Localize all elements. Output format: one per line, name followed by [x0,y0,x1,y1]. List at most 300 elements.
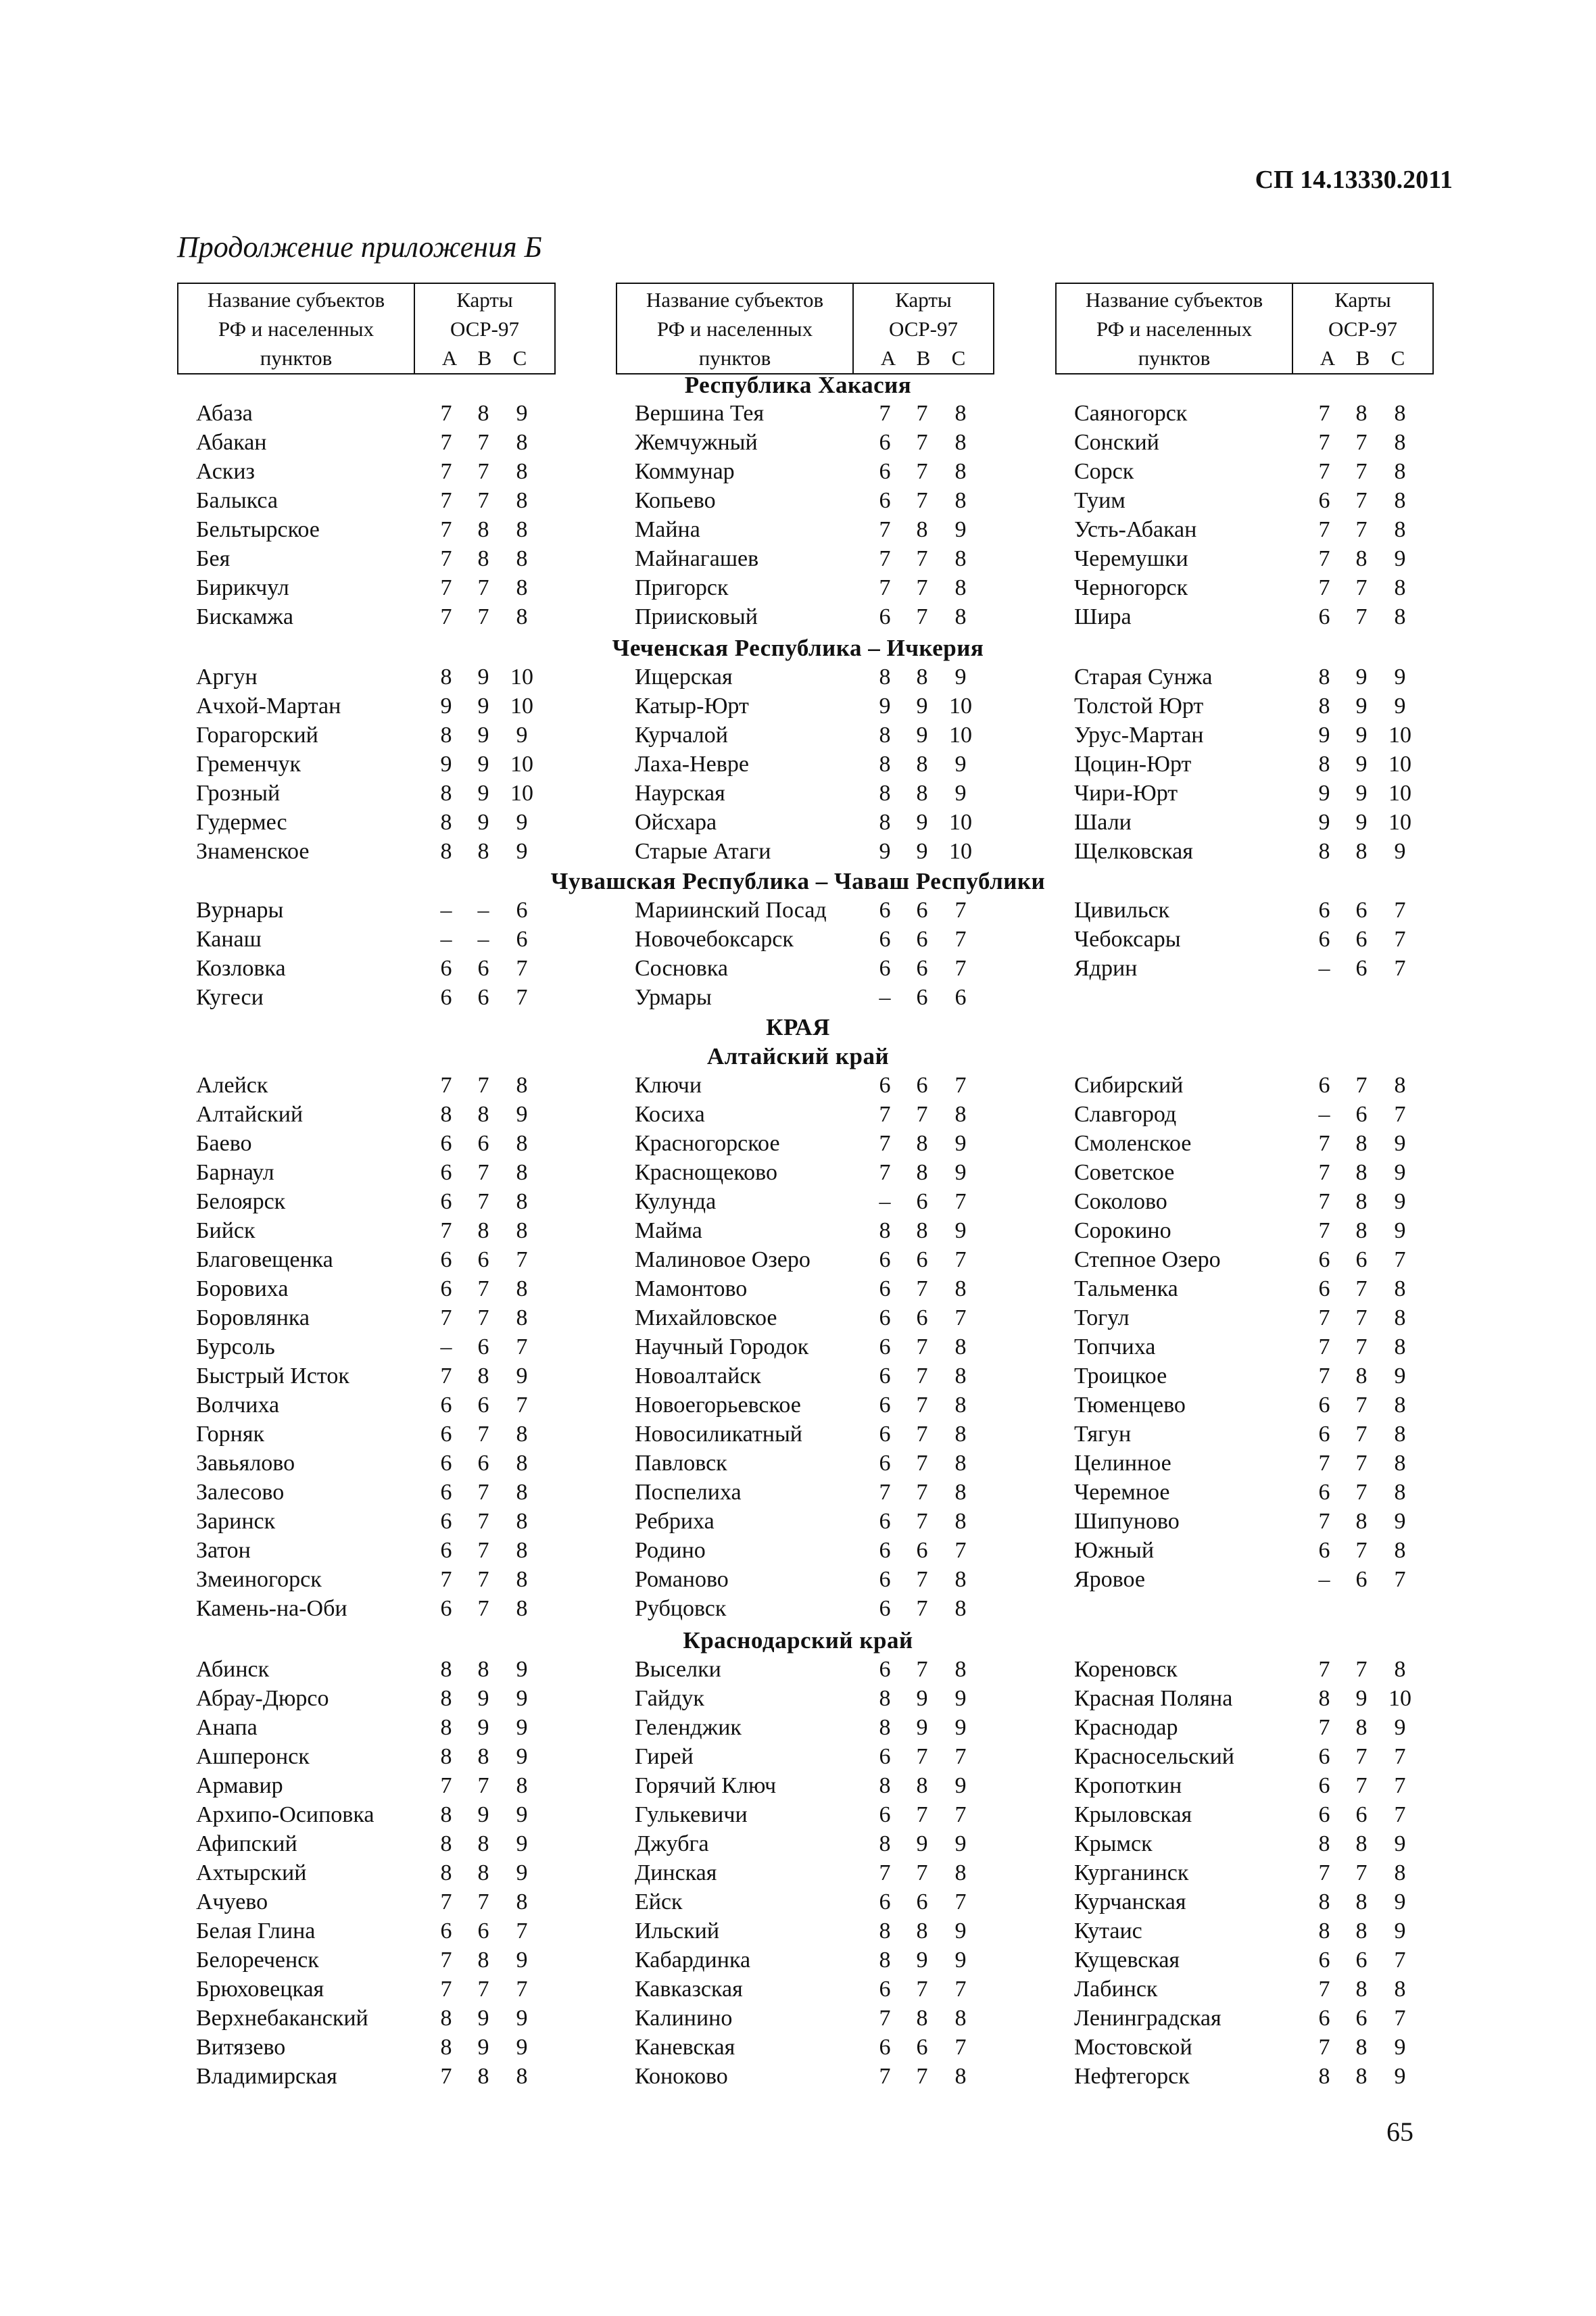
header-name-line: РФ и населенных [1096,317,1253,341]
table-row [1055,1245,1432,1274]
value-a: 7 [1318,2035,1330,2060]
value-c: 8 [516,488,528,513]
value-c: 8 [1394,401,1406,426]
settlement-name: Славгород [1074,1102,1177,1127]
value-b: 9 [916,810,928,835]
value-c: 7 [1394,1247,1406,1272]
appendix-continuation-title: Продолжение приложения Б [177,231,542,264]
value-a: 8 [879,781,891,806]
settlement-name: Урмары [635,985,712,1010]
settlement-name: Благовещенка [196,1247,333,1272]
table-row [177,1713,554,1742]
settlement-name: Старые Атаги [635,839,771,864]
table-header-col-2 [616,283,993,375]
value-c: 9 [516,1744,528,1769]
value-a: 7 [440,2064,452,2089]
table-row [1055,1975,1432,2004]
value-a: 7 [879,1160,891,1185]
settlement-name: Ребриха [635,1509,715,1534]
value-c: 9 [516,1948,528,1973]
settlement-name: Козловка [196,956,286,981]
settlement-name: Камень-на-Оби [196,1596,347,1621]
table-row [616,1858,993,1887]
value-a: 6 [879,1889,891,1914]
value-b: 7 [1355,1744,1368,1769]
value-b: 8 [1355,1160,1368,1185]
table-row [1055,1713,1432,1742]
table-row [177,808,554,837]
settlement-name: Сорск [1074,459,1134,484]
value-b: 8 [1355,401,1368,426]
value-b: 9 [1355,810,1368,835]
table-row [177,1565,554,1594]
value-b: 9 [477,2035,489,2060]
table-header [177,283,556,375]
value-a: 6 [440,1451,452,1476]
table-row [1055,1946,1432,1975]
settlement-name: Ашперонск [196,1744,310,1769]
settlement-name: Советское [1074,1160,1175,1185]
table-row [1055,1684,1432,1713]
value-a: 7 [1318,1509,1330,1534]
value-a: 6 [879,956,891,981]
table-row [177,1858,554,1887]
value-c: 8 [516,1889,528,1914]
value-a: 7 [879,575,891,600]
value-c: 7 [516,985,528,1010]
settlement-name: Витязево [196,2035,286,2060]
settlement-name: Пригорск [635,575,729,600]
value-a: 6 [879,1567,891,1592]
header-name-cell [1057,284,1293,373]
table-row [177,1100,554,1129]
value-a: 6 [440,1131,452,1156]
value-c: 8 [516,517,528,542]
settlement-name: Калинино [635,2006,733,2031]
value-c: 8 [954,1393,967,1418]
value-a: 8 [440,1102,452,1127]
table-row [616,1946,993,1975]
settlement-name: Курчалой [635,723,728,748]
value-a: 7 [1318,1334,1330,1359]
value-b: 8 [916,752,928,777]
header-name-line: пунктов [698,346,771,370]
value-c: 10 [1388,1686,1411,1711]
heading-chechnya: Чеченская Республика – Ичкерия [612,635,984,661]
header-maps-line: ОСР-97 [888,317,958,341]
value-a: – [879,985,891,1010]
settlement-name: Ахтырский [196,1860,307,1885]
value-c: 9 [1394,546,1406,571]
table-row [616,515,993,544]
settlement-name: Красногорское [635,1131,780,1156]
value-b: 8 [477,839,489,864]
value-c: 9 [1394,694,1406,719]
settlement-name: Кугеси [196,985,264,1010]
value-b: 7 [1355,1773,1368,1798]
table-row [177,1332,554,1361]
value-a: 8 [879,1715,891,1740]
table-row [177,602,554,631]
table-row [177,1975,554,2004]
value-c: 9 [954,1948,967,1973]
table-row [616,1158,993,1187]
table-row [1055,1361,1432,1391]
value-b: 6 [916,898,928,923]
value-c: 8 [954,604,967,629]
value-c: 10 [510,752,533,777]
table-row [1055,1187,1432,1216]
value-a: 6 [1318,1393,1330,1418]
table-row [616,721,993,750]
header-name-line: Название субъектов [1085,288,1263,312]
header-abc [1293,343,1432,372]
value-b: 6 [477,956,489,981]
table-row [177,1946,554,1975]
value-a: 8 [879,1218,891,1243]
settlement-name: Черногорск [1074,575,1188,600]
settlement-name: Михайловское [635,1305,777,1330]
settlement-name: Родино [635,1538,706,1563]
value-a: – [1318,956,1330,981]
settlement-name: Курганинск [1074,1860,1189,1885]
value-c: 10 [510,781,533,806]
settlement-name: Поспелиха [635,1480,742,1505]
value-a: 6 [1318,1480,1330,1505]
settlement-name: Краснощеково [635,1160,777,1185]
value-a: 7 [440,517,452,542]
value-c: 9 [516,810,528,835]
settlement-name: Сорокино [1074,1218,1171,1243]
value-c: 9 [516,1102,528,1127]
value-b: 7 [1355,575,1368,600]
value-b: 7 [916,1451,928,1476]
value-c: 8 [1394,430,1406,455]
value-a: 7 [440,1218,452,1243]
value-c: 8 [1394,1860,1406,1885]
heading-altai: Алтайский край [706,1043,890,1069]
table-row [1055,1129,1432,1158]
table-row [616,1478,993,1507]
value-a: 8 [1318,839,1330,864]
table-row [616,1536,993,1565]
table-row [616,1713,993,1742]
value-c: 8 [954,488,967,513]
value-c: 7 [1394,2006,1406,2031]
value-c: 9 [1394,665,1406,690]
value-b: 6 [1355,1802,1368,1827]
value-c: 9 [1394,1889,1406,1914]
value-c: 6 [516,898,528,923]
table-row [616,1361,993,1391]
settlement-name: Лабинск [1074,1977,1158,2002]
table-row [177,428,554,457]
value-b: 7 [1355,1538,1368,1563]
value-b: 8 [1355,1919,1368,1944]
value-a: 8 [879,1686,891,1711]
value-c: 9 [516,1364,528,1389]
value-b: 8 [916,1160,928,1185]
table-row [1055,692,1432,721]
value-b: 7 [1355,604,1368,629]
settlement-name: Краснодар [1074,1715,1178,1740]
value-c: 8 [516,1073,528,1098]
settlement-name: Горняк [196,1422,265,1447]
value-b: 6 [916,927,928,952]
table-row [177,2033,554,2062]
table-row [177,573,554,602]
settlement-name: Катыр-Юрт [635,694,749,719]
value-a: 6 [1318,1948,1330,1973]
table-row [1055,1655,1432,1684]
value-a: 7 [1318,546,1330,571]
value-b: 7 [916,604,928,629]
value-b: 7 [916,430,928,455]
value-c: 10 [949,810,972,835]
settlement-name: Знаменское [196,839,310,864]
value-b: 7 [1355,1334,1368,1359]
value-b: 8 [916,1218,928,1243]
header-name-line: пунктов [1138,346,1211,370]
value-a: 8 [440,839,452,864]
value-a: 6 [440,1393,452,1418]
settlement-name: Ачхой-Мартан [196,694,341,719]
value-c: 8 [1394,517,1406,542]
table-row [177,837,554,866]
table-row [177,1449,554,1478]
value-a: 9 [440,694,452,719]
value-c: 9 [516,2035,528,2060]
value-c: 8 [1394,1480,1406,1505]
value-c: 9 [1394,2064,1406,2089]
settlement-name: Кабардинка [635,1948,751,1973]
value-b: 7 [916,1509,928,1534]
value-b: 7 [477,1509,489,1534]
value-a: 8 [1318,665,1330,690]
settlement-name: Сонский [1074,430,1159,455]
value-a: 7 [1318,401,1330,426]
value-b: 6 [477,985,489,1010]
header-col-c: С [512,346,527,370]
table-row [616,457,993,486]
table-row [1055,515,1432,544]
settlement-name: Джубга [635,1831,709,1856]
table-row [616,1449,993,1478]
table-row [1055,837,1432,866]
header-name-line: РФ и населенных [218,317,374,341]
value-c: 9 [954,1773,967,1798]
settlement-name: Цоцин-Юрт [1074,752,1192,777]
table-row [616,837,993,866]
value-a: 6 [879,1364,891,1389]
value-c: 8 [1394,1276,1406,1301]
value-a: 6 [879,1422,891,1447]
value-b: 9 [916,1831,928,1856]
value-b: 7 [477,1305,489,1330]
value-b: 7 [477,1889,489,1914]
table-row [616,1800,993,1829]
settlement-name: Затон [196,1538,251,1563]
value-b: 8 [1355,839,1368,864]
settlement-name: Вершина Тея [635,401,765,426]
table-row [616,428,993,457]
value-b: 7 [1355,517,1368,542]
settlement-name: Яровое [1074,1567,1146,1592]
value-c: 9 [954,1686,967,1711]
value-a: 7 [879,517,891,542]
value-a: 7 [440,459,452,484]
value-c: 9 [1394,1715,1406,1740]
table-row [616,1332,993,1361]
value-a: 8 [879,1919,891,1944]
value-c: 9 [516,839,528,864]
value-a: 6 [1318,1744,1330,1769]
table-row [177,1771,554,1800]
value-c: 8 [954,2006,967,2031]
value-b: 7 [477,1567,489,1592]
header-name-cell [178,284,415,373]
value-a: 8 [440,1686,452,1711]
value-b: 7 [477,1977,489,2002]
value-b: 7 [477,1189,489,1214]
settlement-name: Приисковый [635,604,758,629]
table-row [616,1420,993,1449]
header-maps-cell [1293,284,1432,373]
value-c: 8 [954,1334,967,1359]
value-c: 9 [516,1802,528,1827]
value-a: 7 [1318,1160,1330,1185]
value-a: 6 [1318,1073,1330,1098]
value-c: 8 [954,2064,967,2089]
value-a: 8 [440,1802,452,1827]
value-a: 8 [879,1773,891,1798]
settlement-name: Целинное [1074,1451,1171,1476]
value-c: 9 [1394,839,1406,864]
table-row [1055,779,1432,808]
value-b: 7 [1355,1451,1368,1476]
value-a: 8 [440,723,452,748]
table-row [177,1420,554,1449]
value-c: 7 [954,1538,967,1563]
value-c: 9 [516,1657,528,1682]
value-b: 7 [477,1538,489,1563]
settlement-name: Коноково [635,2064,728,2089]
value-b: 6 [477,1451,489,1476]
settlement-name: Черемушки [1074,546,1188,571]
value-a: 7 [440,1305,452,1330]
settlement-name: Афипский [196,1831,297,1856]
value-c: 9 [954,1218,967,1243]
table-header [616,283,994,375]
value-a: 7 [1318,1364,1330,1389]
settlement-name: Гирей [635,1744,694,1769]
table-row [1055,602,1432,631]
value-b: 7 [477,1480,489,1505]
heading-chuvashia: Чувашская Республика – Чаваш Республики [550,868,1046,894]
value-a: 9 [879,839,891,864]
value-c: 8 [1394,1422,1406,1447]
table-row [1055,2062,1432,2091]
value-a: 8 [879,665,891,690]
value-c: 8 [954,1657,967,1682]
value-b: 9 [477,810,489,835]
header-name-line: РФ и населенных [656,317,813,341]
value-b: 7 [1355,1480,1368,1505]
value-c: 8 [516,459,528,484]
table-header-col-1 [177,283,554,375]
value-c: 8 [1394,1538,1406,1563]
value-b: 9 [916,694,928,719]
value-c: 10 [1388,781,1411,806]
value-a: 6 [879,1247,891,1272]
value-c: 8 [1394,1334,1406,1359]
value-a: 7 [879,1860,891,1885]
settlement-name: Бийск [196,1218,256,1243]
settlement-name: Урус-Мартан [1074,723,1204,748]
table-row [616,1507,993,1536]
table-row [177,1158,554,1187]
table-row [1055,1478,1432,1507]
value-a: 8 [879,752,891,777]
value-b: 7 [916,1102,928,1127]
value-a: 9 [1318,810,1330,835]
table-row [1055,662,1432,692]
settlement-name: Аргун [196,665,258,690]
settlement-name: Южный [1074,1538,1155,1563]
value-b: 6 [1355,927,1368,952]
settlement-name: Мариинский Посад [635,898,827,923]
value-b: 7 [1355,1657,1368,1682]
settlement-name: Заринск [196,1509,276,1534]
value-b: 9 [477,2006,489,2031]
value-c: 8 [516,1189,528,1214]
table-row [616,808,993,837]
value-a: 6 [879,1744,891,1769]
value-c: 7 [516,1393,528,1418]
table-row [616,1303,993,1332]
table-row [177,925,554,954]
value-c: 9 [516,2006,528,2031]
table-row [616,925,993,954]
value-a: 7 [440,401,452,426]
value-a: 6 [1318,604,1330,629]
value-c: 9 [516,401,528,426]
value-c: 8 [516,1451,528,1476]
settlement-name: Геленджик [635,1715,742,1740]
value-a: 6 [440,1160,452,1185]
settlement-name: Бурсоль [196,1334,275,1359]
table-row [1055,428,1432,457]
settlement-name: Майна [635,517,700,542]
table-row [177,1361,554,1391]
value-b: 7 [477,1160,489,1185]
value-a: 8 [1318,752,1330,777]
value-c: 7 [1394,1802,1406,1827]
settlement-name: Выселки [635,1657,721,1682]
table-row [1055,1420,1432,1449]
table-row [177,1829,554,1858]
settlement-name: Канаш [196,927,262,952]
value-c: 6 [516,927,528,952]
value-a: 6 [1318,2006,1330,2031]
value-b: 7 [916,488,928,513]
value-a: 7 [440,1948,452,1973]
value-b: 7 [916,1802,928,1827]
settlement-name: Верхнебаканский [196,2006,368,2031]
table-row [616,573,993,602]
settlement-name: Шира [1074,604,1132,629]
value-b: 6 [477,1334,489,1359]
